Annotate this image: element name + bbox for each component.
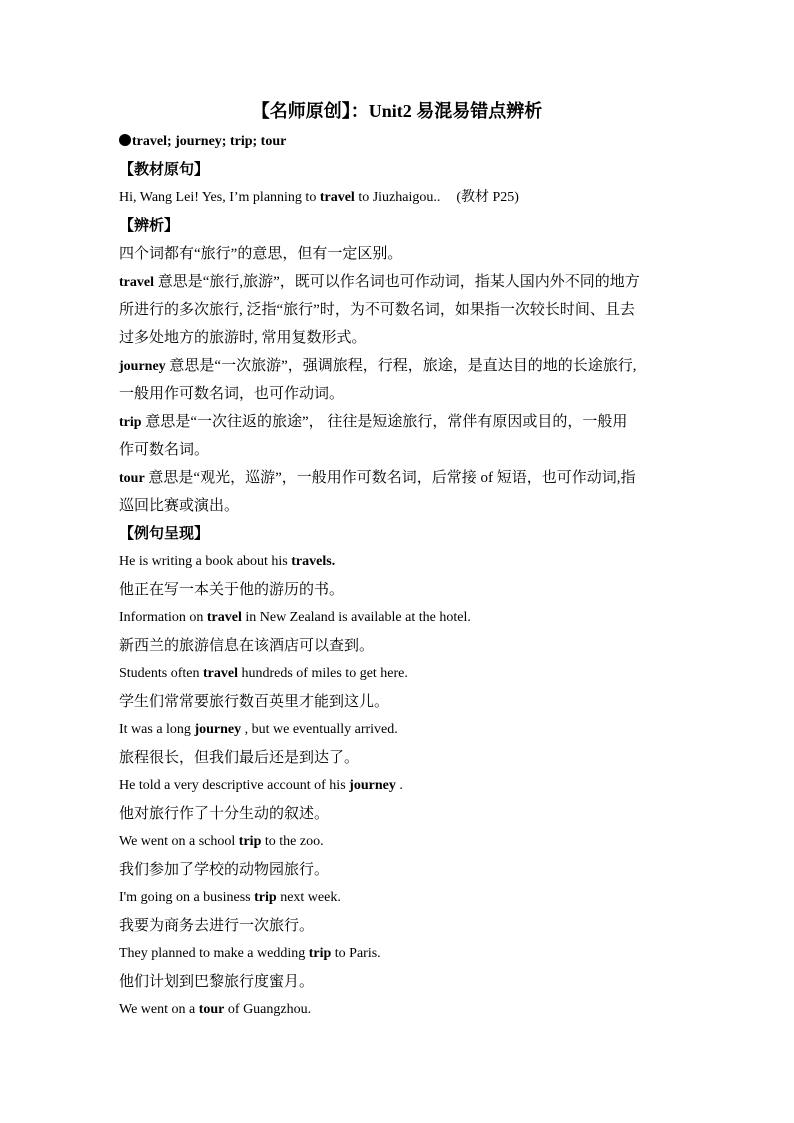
analysis-travel-line2: 所进行的多次旅行, 泛指“旅行”时，为不可数名词，如果指一次较长时间、且去 <box>119 302 635 318</box>
example-chinese: 旅程很长，但我们最后还是到达了。 <box>119 750 360 766</box>
example-english: Students often travel hundreds of miles to get here. <box>119 666 408 681</box>
analysis-journey-line2: 一般用作可数名词，也可作动词。 <box>119 386 345 402</box>
textbook-bold: travel <box>319 190 355 205</box>
example-chinese: 我要为商务去进行一次旅行。 <box>119 918 315 934</box>
examples-heading: 【例句呈现】 <box>119 526 210 542</box>
topic-words: travel; journey; trip; tour <box>132 134 287 149</box>
analysis-journey-text: 意思是“一次旅游”，强调旅程，行程，旅途，是直达目的地的长途旅行, <box>165 358 637 374</box>
page-title: 【名师原创】：Unit2 易混易错点辨析 <box>251 101 543 121</box>
topic-line <box>119 128 679 156</box>
example-english: We went on a tour of Guangzhou. <box>119 1002 312 1017</box>
example-english: I'm going on a business trip next week. <box>119 890 341 905</box>
analysis-trip-line2: 作可数名词。 <box>119 442 210 458</box>
example-english: He is writing a book about his travels. <box>119 554 336 569</box>
example-english: It was a long journey , but we eventually arrived. <box>119 722 398 737</box>
example-english: We went on a school trip to the zoo. <box>119 834 324 849</box>
analysis-trip-line1 <box>119 408 679 436</box>
analysis-journey-line1 <box>119 352 679 380</box>
analysis-intro: 四个词都有“旅行”的意思，但有一定区别。 <box>119 246 403 262</box>
analysis-trip-word: trip <box>119 415 142 430</box>
analysis-travel-text: 意思是“旅行,旅游”，既可以作名词也可作动词，指某人国内外不同的地方 <box>153 274 640 290</box>
textbook-post: to Jiuzhaigou.. <box>354 190 441 205</box>
textbook-pre: Hi, Wang Lei! Yes, I’m planning to <box>119 190 320 205</box>
textbook-sentence <box>119 184 679 212</box>
analysis-tour-word: tour <box>119 471 145 486</box>
analysis-tour-line1 <box>119 464 679 492</box>
textbook-reference: (教材 P25) <box>456 190 519 205</box>
example-chinese: 他们计划到巴黎旅行度蜜月。 <box>119 974 315 990</box>
analysis-travel-word: travel <box>119 275 154 290</box>
example-english: He told a very descriptive account of his journey . <box>119 778 403 793</box>
example-english: They planned to make a wedding trip to Paris. <box>119 946 381 961</box>
analysis-trip-text: 意思是“一次往返的旅途”， 往往是短途旅行，常伴有原因或目的，一般用 <box>141 414 628 430</box>
textbook-heading: 【教材原句】 <box>119 162 210 178</box>
bullet-icon <box>119 134 131 146</box>
analysis-journey-word: journey <box>119 359 166 374</box>
example-chinese: 学生们常常要旅行数百英里才能到这儿。 <box>119 694 390 710</box>
example-chinese: 他对旅行作了十分生动的叙述。 <box>119 806 330 822</box>
example-chinese: 新西兰的旅游信息在该酒店可以查到。 <box>119 638 375 654</box>
analysis-tour-line2: 巡回比赛或演出。 <box>119 498 240 514</box>
example-english: Information on travel in New Zealand is available at the hotel. <box>119 610 471 625</box>
example-chinese: 他正在写一本关于他的游历的书。 <box>119 582 345 598</box>
document-body <box>119 128 679 1024</box>
analysis-heading: 【辨析】 <box>119 218 180 234</box>
examples-list <box>119 548 679 1024</box>
analysis-tour-text: 意思是“观光，巡游”，一般用作可数名词，后常接 of 短语，也可作动词,指 <box>144 470 636 486</box>
example-chinese: 我们参加了学校的动物园旅行。 <box>119 862 330 878</box>
analysis-travel-line3: 过多处地方的旅游时, 常用复数形式。 <box>119 330 367 346</box>
analysis-travel-line1 <box>119 268 679 296</box>
